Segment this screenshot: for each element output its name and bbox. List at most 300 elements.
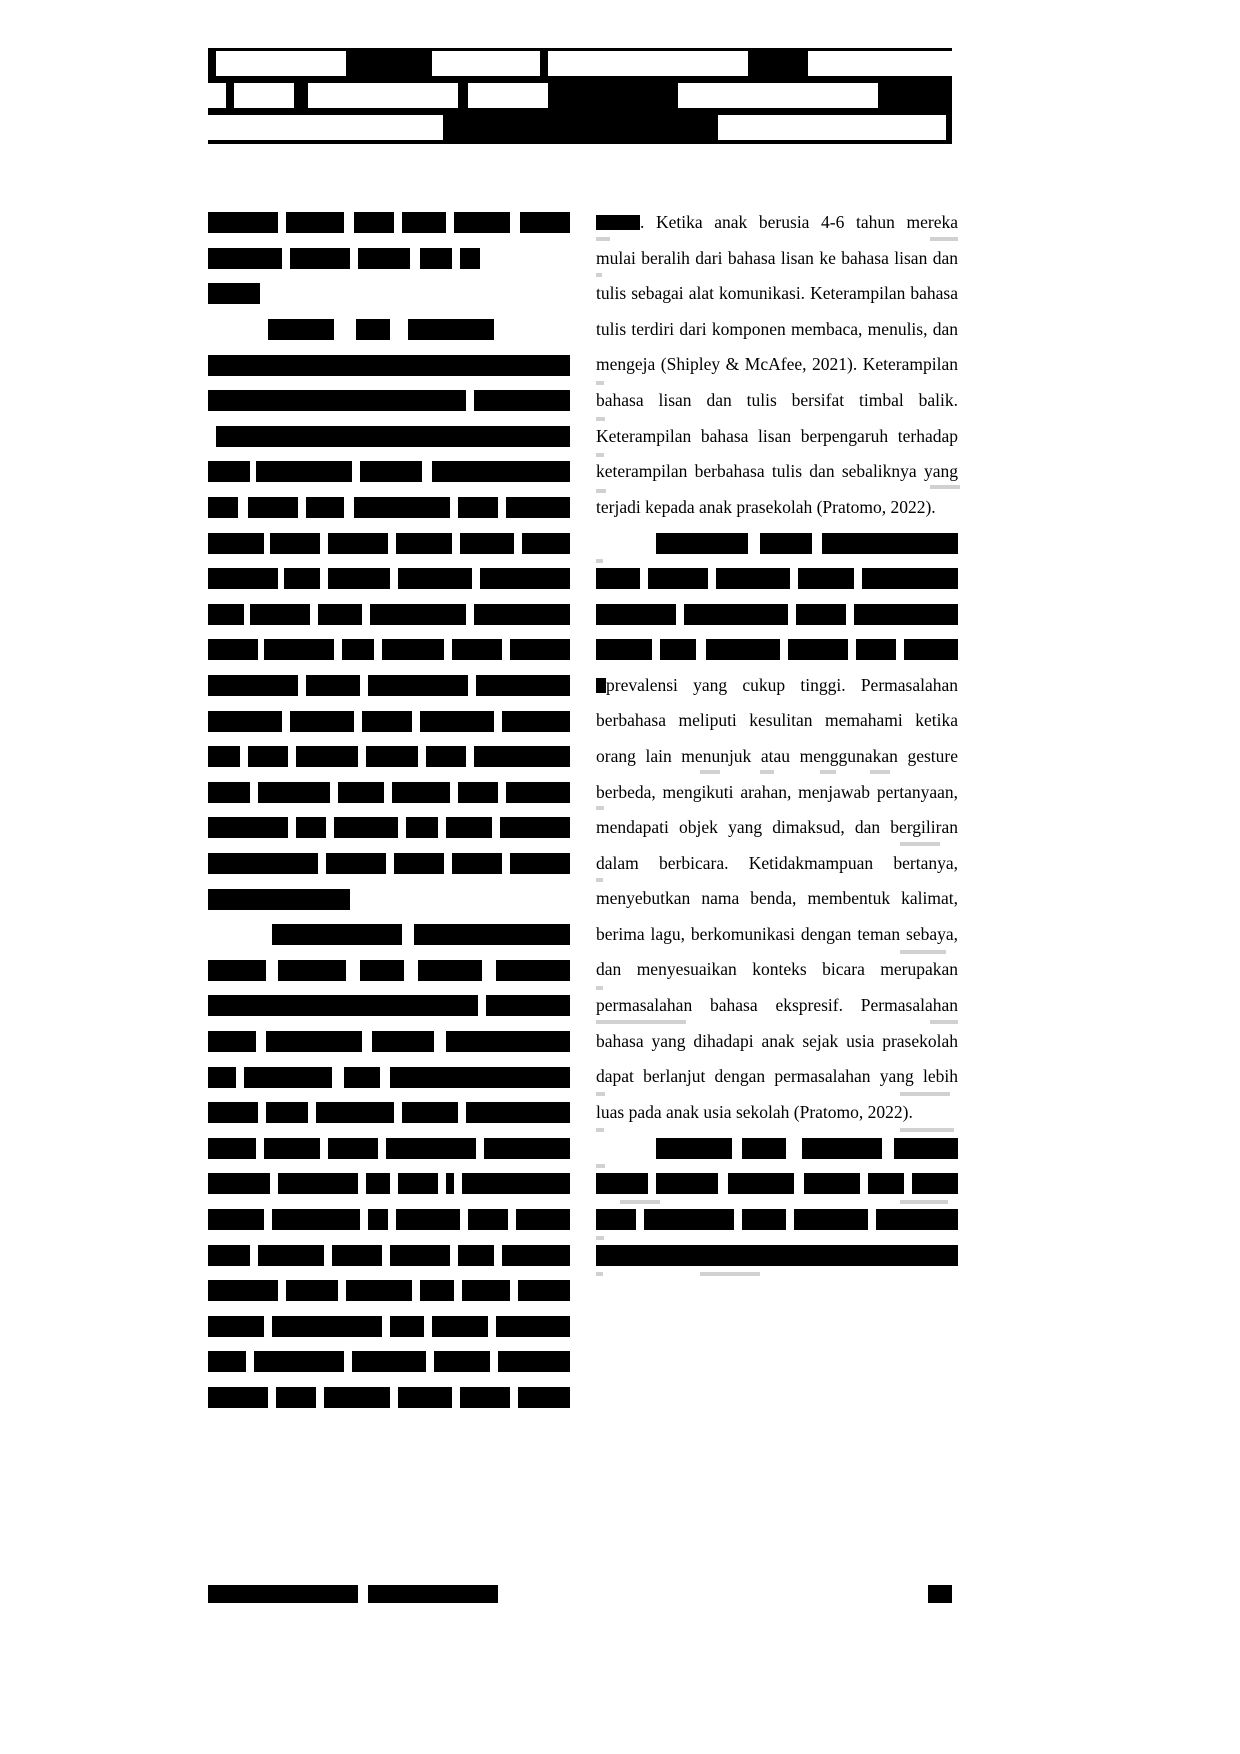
redaction-bar [208, 675, 298, 696]
redaction-gap [264, 1316, 272, 1337]
redaction-bar [596, 1173, 648, 1194]
redaction-bar [360, 960, 404, 981]
header-gap [432, 51, 540, 76]
redaction-gap [426, 1351, 434, 1372]
redaction-gap [288, 817, 296, 838]
redaction-bar [306, 675, 360, 696]
redaction-gap [394, 1102, 402, 1123]
redaction-gap [418, 746, 426, 767]
redaction-gap [494, 711, 502, 732]
redaction-bar [474, 390, 570, 411]
redaction-bar [268, 319, 334, 340]
redaction-bar [208, 853, 318, 874]
redaction-bar [326, 853, 386, 874]
redaction-bar [366, 1173, 390, 1194]
redaction-bar [272, 1316, 382, 1337]
redacted-line [208, 347, 570, 383]
redaction-bar [894, 1138, 958, 1159]
redacted-line [208, 739, 570, 775]
redaction-gap [446, 212, 454, 233]
redaction-bar [480, 568, 570, 589]
redaction-gap [508, 1209, 516, 1230]
redaction-gap [410, 248, 420, 269]
header-gap [216, 51, 346, 76]
header-gap [548, 51, 748, 76]
redacted-line [208, 668, 570, 704]
scan-artifact [596, 559, 603, 563]
scan-artifact [620, 1200, 660, 1204]
redaction-bar [510, 639, 570, 660]
redaction-bar [362, 711, 412, 732]
redaction-gap [466, 390, 474, 411]
redaction-gap [390, 568, 398, 589]
redacted-line [208, 1380, 570, 1416]
redaction-bar [286, 212, 344, 233]
redaction-gap [434, 1031, 446, 1052]
redaction-bar [484, 1138, 570, 1159]
redaction-bar [208, 1031, 256, 1052]
redacted-line [208, 1095, 570, 1131]
redaction-bar [208, 1067, 236, 1088]
redaction-bar [272, 924, 402, 945]
redaction-bar [266, 1102, 308, 1123]
redaction-bar [392, 782, 450, 803]
scan-artifact [700, 770, 720, 774]
redaction-gap [648, 1173, 656, 1194]
redaction-bar [876, 1209, 958, 1230]
redaction-gap [398, 817, 406, 838]
redaction-gap [374, 639, 382, 660]
redaction-gap [482, 960, 496, 981]
redaction-bar [346, 1280, 412, 1301]
redaction-bar [328, 568, 390, 589]
redaction-gap [640, 568, 648, 589]
redaction-gap [310, 604, 318, 625]
redaction-gap [402, 924, 414, 945]
redaction-bar [522, 533, 570, 554]
redaction-gap [264, 1209, 272, 1230]
redaction-gap [334, 639, 342, 660]
scan-artifact [870, 770, 890, 774]
redaction-bar [208, 248, 282, 269]
redaction-bar [458, 497, 498, 518]
redaction-bar [386, 1138, 476, 1159]
redacted-line [208, 1130, 570, 1166]
redaction-gap [652, 639, 660, 660]
redaction-gap [246, 1351, 254, 1372]
redacted-line [208, 632, 570, 668]
redaction-bar [358, 248, 410, 269]
redaction-gap [350, 248, 358, 269]
redaction-gap [236, 1067, 244, 1088]
redaction-bar [354, 212, 394, 233]
redaction-bar [596, 568, 640, 589]
redaction-gap [452, 533, 460, 554]
redaction-bar [258, 782, 330, 803]
redaction-bar [518, 1280, 570, 1301]
redaction-bar [254, 1351, 344, 1372]
redaction-gap [320, 1138, 328, 1159]
redaction-bar [406, 817, 438, 838]
redaction-gap [386, 853, 394, 874]
scan-artifact [596, 453, 604, 457]
redaction-gap [438, 1173, 446, 1194]
redaction-bar [276, 1387, 316, 1408]
redaction-bar [462, 1173, 570, 1194]
redaction-bar [208, 461, 250, 482]
redaction-bar [338, 782, 384, 803]
redaction-bar [474, 746, 570, 767]
redaction-gap [334, 319, 356, 340]
redacted-line [208, 1273, 570, 1309]
redaction-bar [208, 746, 240, 767]
redaction-gap [344, 497, 354, 518]
redaction-bar [426, 746, 466, 767]
redaction-bar [462, 1280, 510, 1301]
scan-artifact [596, 489, 606, 493]
redaction-bar [402, 1102, 458, 1123]
header-gap [234, 83, 294, 108]
redaction-bar [452, 639, 502, 660]
redaction-bar [458, 782, 498, 803]
redaction-bar [596, 1245, 958, 1266]
redaction-gap [460, 1209, 468, 1230]
left-text-column [208, 205, 570, 1415]
redaction-gap [812, 533, 822, 554]
redaction-gap [282, 711, 290, 732]
redaction-bar [208, 604, 244, 625]
redacted-line [208, 561, 570, 597]
redaction-bar [256, 461, 352, 482]
scan-artifact [900, 950, 946, 954]
redacted-line [208, 419, 570, 455]
redaction-bar [420, 248, 452, 269]
redaction-gap [510, 1387, 518, 1408]
redaction-bar [466, 1102, 570, 1123]
scan-artifact [930, 485, 960, 489]
scan-artifact [596, 806, 604, 810]
redaction-gap [390, 1173, 398, 1194]
redaction-bar [366, 746, 418, 767]
redaction-bar [794, 1209, 868, 1230]
redaction-bar [216, 426, 570, 447]
scan-artifact [596, 1092, 605, 1096]
redacted-line [208, 1059, 570, 1095]
redacted-paragraph [208, 205, 570, 312]
redaction-bar [356, 319, 390, 340]
redaction-bar [208, 960, 266, 981]
redaction-gap [250, 1245, 258, 1266]
redaction-bar [264, 1138, 320, 1159]
redaction-bar [306, 497, 344, 518]
redaction-bar [432, 1316, 488, 1337]
redaction-gap [696, 639, 706, 660]
redaction-bar [394, 853, 444, 874]
redaction-gap [450, 497, 458, 518]
redaction-bar [798, 568, 854, 589]
redacted-line [596, 1237, 958, 1273]
redaction-bar [208, 817, 288, 838]
redaction-bar [396, 1209, 460, 1230]
redaction-gap [708, 568, 716, 589]
header-gap [808, 51, 1068, 76]
redaction-gap [352, 461, 360, 482]
redaction-bar [728, 1173, 794, 1194]
redaction-bar [742, 1138, 786, 1159]
redaction-gap [786, 1138, 802, 1159]
redaction-bar [318, 604, 362, 625]
redaction-gap [378, 1138, 386, 1159]
redaction-gap [384, 782, 392, 803]
redaction-gap [278, 212, 286, 233]
redaction-gap [270, 1173, 278, 1194]
redaction-gap [510, 212, 520, 233]
redaction-bar [414, 924, 570, 945]
redaction-bar [496, 960, 570, 981]
redaction-gap [256, 1031, 266, 1052]
footer-left-gap [358, 1585, 368, 1603]
redaction-bar [408, 319, 494, 340]
redaction-bar [802, 1138, 882, 1159]
redaction-gap [388, 533, 396, 554]
redaction-bar [208, 283, 260, 304]
redaction-gap [208, 924, 272, 945]
redaction-bar [208, 995, 478, 1016]
redacted-line [208, 1024, 570, 1060]
redaction-bar [822, 533, 958, 554]
redaction-gap [404, 960, 418, 981]
redaction-gap [320, 568, 328, 589]
scan-artifact [596, 1020, 686, 1024]
redaction-bar [208, 1280, 278, 1301]
redaction-bar [208, 568, 278, 589]
redacted-line [208, 1166, 570, 1202]
redaction-gap [472, 568, 480, 589]
redaction-bar [208, 1351, 246, 1372]
redacted-line [208, 1202, 570, 1238]
redaction-gap [510, 1280, 518, 1301]
redaction-bar [328, 1138, 378, 1159]
redaction-bar [500, 817, 570, 838]
redacted-line [596, 597, 958, 633]
redaction-bar [518, 1387, 570, 1408]
redaction-bar [418, 960, 482, 981]
redaction-bar [208, 1138, 256, 1159]
redaction-gap [794, 1173, 804, 1194]
redacted-line [208, 454, 570, 490]
redaction-gap [636, 1209, 644, 1230]
redaction-gap [346, 960, 360, 981]
redaction-gap [332, 1067, 344, 1088]
redaction-bar [796, 604, 846, 625]
redaction-bar [486, 995, 570, 1016]
redaction-bar [208, 639, 258, 660]
redaction-bar [706, 639, 780, 660]
redaction-bar [716, 568, 790, 589]
redaction-gap [344, 212, 354, 233]
redacted-line [596, 1202, 958, 1238]
redaction-bar [912, 1173, 958, 1194]
redaction-gap [848, 639, 856, 660]
redaction-bar [266, 1031, 362, 1052]
redacted-line [208, 205, 570, 241]
redaction-bar [862, 568, 958, 589]
redaction-bar [208, 782, 250, 803]
redaction-bar [390, 1245, 450, 1266]
redaction-gap [786, 1209, 794, 1230]
redaction-bar [460, 1387, 510, 1408]
redaction-bar [382, 639, 444, 660]
redacted-paragraph [208, 312, 570, 917]
redaction-bar [208, 889, 350, 910]
redaction-gap [458, 1102, 466, 1123]
redaction-gap [390, 1387, 398, 1408]
redaction-gap [320, 533, 328, 554]
redaction-bar [390, 1067, 570, 1088]
scan-artifact [820, 770, 836, 774]
redaction-gap [412, 1280, 420, 1301]
scan-artifact [760, 770, 774, 774]
redacted-line [208, 383, 570, 419]
redacted-line [596, 1130, 958, 1166]
redaction-gap [266, 960, 278, 981]
redaction-bar [452, 853, 502, 874]
header-gap [468, 83, 548, 108]
redaction-gap [240, 746, 248, 767]
redaction-bar [270, 533, 320, 554]
scan-artifact [900, 1128, 954, 1132]
redaction-bar [502, 1245, 570, 1266]
redaction-bar [396, 533, 452, 554]
scan-artifact [596, 878, 603, 882]
redaction-bar [248, 497, 298, 518]
redaction-bar [506, 497, 570, 518]
redaction-bar [760, 533, 812, 554]
header-gap [308, 83, 458, 108]
redaction-bar [516, 1209, 570, 1230]
redaction-gap [502, 853, 510, 874]
redaction-gap [494, 1245, 502, 1266]
redaction-bar [420, 711, 494, 732]
redaction-gap [444, 853, 452, 874]
redaction-gap [502, 639, 510, 660]
redacted-line [208, 597, 570, 633]
redaction-gap [298, 497, 306, 518]
redaction-bar [660, 639, 696, 660]
redaction-bar [656, 1138, 732, 1159]
redaction-gap [362, 604, 370, 625]
redaction-gap [466, 746, 474, 767]
redacted-line [208, 952, 570, 988]
redaction-gap [780, 639, 788, 660]
redaction-bar [208, 1102, 258, 1123]
redaction-bar [446, 817, 492, 838]
redaction-bar [370, 604, 466, 625]
redaction-bar [510, 853, 570, 874]
redaction-bar [742, 1209, 786, 1230]
body-paragraph [596, 205, 958, 525]
redacted-paragraph [208, 917, 570, 1415]
redaction-gap [490, 1351, 498, 1372]
redaction-bar [476, 675, 570, 696]
redaction-bar [208, 390, 466, 411]
redacted-line [596, 525, 958, 561]
redaction-gap [492, 817, 500, 838]
redacted-paragraph [596, 525, 958, 667]
redaction-gap [676, 604, 684, 625]
redacted-header-block [208, 48, 952, 144]
redaction-gap [498, 782, 506, 803]
redaction-gap [208, 319, 268, 340]
redaction-gap [904, 1173, 912, 1194]
redaction-gap [238, 497, 248, 518]
redaction-gap [868, 1209, 876, 1230]
redaction-gap [452, 248, 460, 269]
redaction-bar [354, 497, 450, 518]
body-paragraph [596, 668, 958, 1131]
redaction-gap [282, 248, 290, 269]
redacted-line [208, 775, 570, 811]
redaction-bar [248, 746, 288, 767]
scan-artifact [596, 417, 605, 421]
redaction-gap [382, 1245, 390, 1266]
redaction-gap [362, 1031, 372, 1052]
redaction-gap [344, 1351, 352, 1372]
redaction-bar [342, 639, 374, 660]
redaction-bar [208, 497, 238, 518]
redaction-bar [474, 604, 570, 625]
redacted-line [208, 1344, 570, 1380]
header-gap [678, 83, 878, 108]
redacted-line [208, 810, 570, 846]
redaction-bar [648, 568, 708, 589]
redacted-line [596, 1166, 958, 1202]
redaction-gap [476, 1138, 484, 1159]
redaction-gap [748, 533, 760, 554]
redaction-gap [324, 1245, 332, 1266]
redaction-gap [424, 1316, 432, 1337]
redaction-bar [520, 212, 570, 233]
redaction-bar [398, 1387, 452, 1408]
redaction-bar [502, 711, 570, 732]
redaction-bar [684, 604, 788, 625]
redacted-line [208, 988, 570, 1024]
redaction-gap [596, 533, 656, 554]
redaction-gap [382, 1316, 390, 1337]
redaction-gap [718, 1173, 728, 1194]
redaction-gap [360, 1209, 368, 1230]
redaction-gap [412, 711, 420, 732]
redaction-bar [458, 1245, 494, 1266]
redaction-gap [860, 1173, 868, 1194]
redaction-gap [388, 1209, 396, 1230]
redaction-bar [460, 533, 514, 554]
redaction-gap [896, 639, 904, 660]
redaction-bar [278, 1173, 358, 1194]
redaction-gap [882, 1138, 894, 1159]
redaction-gap [854, 568, 862, 589]
redaction-gap [466, 604, 474, 625]
redaction-gap [732, 1138, 742, 1159]
redaction-gap [338, 1280, 346, 1301]
redaction-gap [288, 746, 296, 767]
redaction-gap [354, 711, 362, 732]
redaction-bar [208, 212, 278, 233]
redaction-gap [450, 1245, 458, 1266]
redaction-gap [444, 639, 452, 660]
redaction-bar [854, 604, 958, 625]
redacted-line [208, 1308, 570, 1344]
